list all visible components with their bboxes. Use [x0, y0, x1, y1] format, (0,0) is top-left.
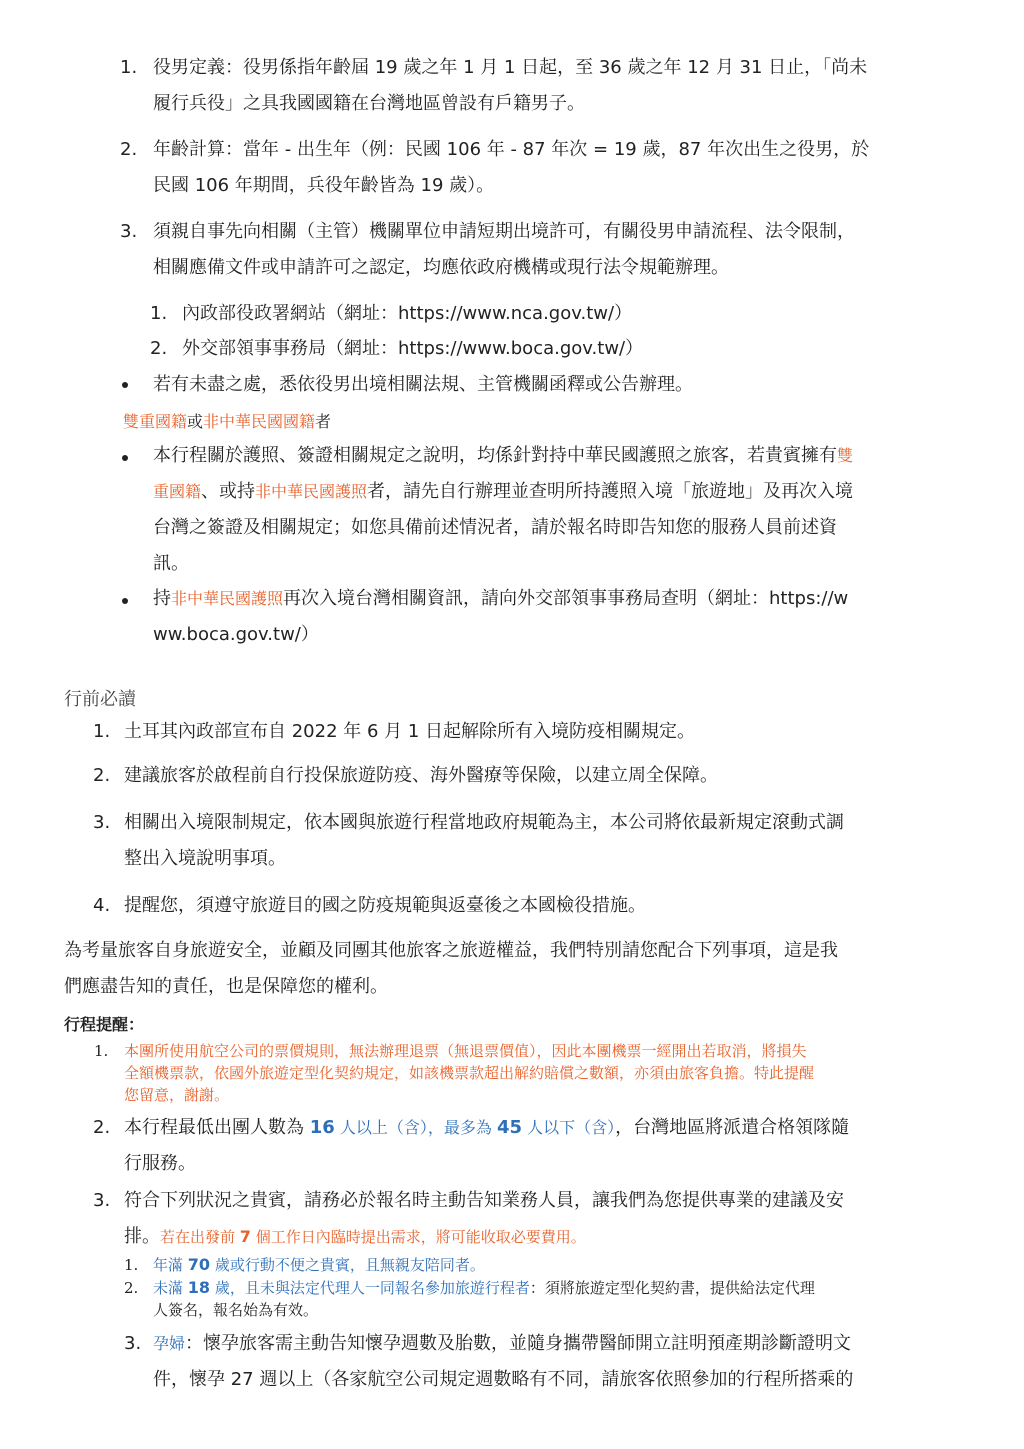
text: 本行程最低出團人數為 [124, 1117, 310, 1138]
text: 再次入境台灣相關資訊，請向外交部領事事務局查明（網址：https://w [283, 588, 849, 609]
reminder-3-line-2 [124, 1219, 586, 1255]
reminder-sub-3-line-1 [153, 1326, 851, 1362]
reminder-1-line: 本團所使用航空公司的票價規則，無法辦理退票（無退票價值），因此本團機票一經開出若取消，將損失 [124, 1042, 807, 1060]
reminder-3-line-1: 符合下列狀況之貴賓，請務必於報名時主動告知業務人員，讓我們為您提供專業的建議及安 [124, 1190, 844, 1211]
bullet-dot [122, 455, 128, 461]
text: 持 [153, 588, 171, 609]
list-number: 1. [94, 1042, 109, 1060]
dual-heading-b: 非中華民國國籍 [203, 412, 316, 431]
min-people: 16 [309, 1117, 335, 1138]
sublist-item-nca: 內政部役政署網站（網址：https://www.nca.gov.tw/） [182, 303, 633, 324]
bullet-dot [122, 382, 128, 388]
dual-heading-or: 或 [187, 412, 204, 431]
dual-bullet-1-line-4: 訊。 [153, 553, 189, 574]
reminder-1-line: 您留意，謝謝。 [124, 1086, 230, 1104]
blue-text: 未滿 [153, 1279, 188, 1297]
age-70: 70 [187, 1255, 211, 1274]
reminder-sub-2-line-1 [153, 1277, 815, 1299]
orange-text: 若在出發前 [160, 1228, 240, 1246]
orange-text: 雙 [837, 446, 854, 465]
list-number: 3. [93, 1190, 111, 1211]
text: ：須將旅遊定型化契約書，提供給法定代理 [529, 1279, 815, 1297]
list-item-text: 提醒您，須遵守旅遊目的國之防疫規範與返臺後之本國檢役措施。 [124, 895, 646, 916]
orange-text: 非中華民國護照 [255, 482, 368, 501]
text: ：懷孕旅客需主動告知懷孕週數及胎數，並隨身攜帶醫師開立註明預產期診斷證明文 [185, 1333, 852, 1354]
orange-number: 7 [239, 1227, 251, 1246]
list-item-text: 相關應備文件或申請許可之認定，均應依政府機構或現行法令規範辦理。 [153, 257, 729, 278]
dual-heading [123, 410, 331, 434]
text: ，台灣地區將派遣合格領隊隨 [615, 1117, 850, 1138]
sublist-number: 1. [150, 303, 168, 324]
dual-bullet-1-line-1 [153, 438, 853, 474]
reminder-sub-2-line-2: 人簽名，報名始為有效。 [153, 1301, 319, 1319]
orange-text: 個工作日內臨時提出需求，將可能收取必要費用。 [250, 1228, 586, 1246]
sublist-number: 3. [124, 1333, 142, 1354]
text: 者，請先自行辦理並查明所持護照入境「旅遊地」及再次入境 [367, 481, 854, 502]
blue-text: 人以上（含），最多為 [334, 1118, 497, 1137]
text: 年滿 [153, 1256, 188, 1274]
list-number: 3. [120, 221, 138, 242]
list-number: 1. [120, 57, 138, 78]
age-18: 18 [187, 1278, 211, 1297]
reminder-heading: 行程提醒： [64, 1015, 145, 1034]
list-item-text: 整出入境說明事項。 [124, 848, 286, 869]
blue-text: 孕婦 [153, 1334, 186, 1353]
list-number: 3. [93, 812, 111, 833]
list-item-text: 土耳其內政部宣布自 2022 年 6 月 1 日起解除所有入境防疫相關規定。 [124, 721, 696, 742]
list-item-text: 民國 106 年期間，兵役年齡皆為 19 歲）。 [153, 175, 495, 196]
max-people: 45 [496, 1117, 523, 1138]
pretrip-heading: 行前必讀 [64, 689, 136, 710]
dual-heading-end: 者 [315, 412, 332, 431]
text: 本行程關於護照、簽證相關規定之說明，均係針對持中華民國護照之旅客，若貴賓擁有 [153, 445, 837, 466]
dual-bullet-1-line-3: 台灣之簽證及相關規定；如您具備前述情況者，請於報名時即告知您的服務人員前述資 [153, 517, 837, 538]
list-number: 1. [93, 721, 111, 742]
list-number: 2. [93, 765, 111, 786]
list-item-text: 建議旅客於啟程前自行投保旅遊防疫、海外醫療等保險，以建立周全保障。 [124, 765, 718, 786]
notice-line: 們應盡告知的責任，也是保障您的權利。 [64, 976, 388, 997]
notice-line: 為考量旅客自身旅遊安全，並顧及同團其他旅客之旅遊權益，我們特別請您配合下列事項，這是我 [64, 940, 838, 961]
reminder-1-line: 全額機票款，依國外旅遊定型化契約規定，如該機票款超出解約賠償之數額，亦須由旅客負擔。特此提醒 [124, 1064, 815, 1082]
blue-text: 人以下（含） [522, 1118, 616, 1137]
list-number: 2. [93, 1117, 111, 1138]
blue-text: 歲，且未與法定代理人一同報名參加旅遊行程者 [210, 1279, 530, 1297]
dual-bullet-1-line-2 [153, 474, 853, 510]
list-item-text: 年齡計算：當年 - 出生年（例：民國 106 年 - 87 年次 = 19 歲，87 年次出生之役男，於 [153, 139, 870, 160]
reminder-sub-3-line-2: 件，懷孕 27 週以上（各家航空公司規定週數略有不同，請旅客依照參加的行程所搭乘的 [153, 1369, 854, 1390]
dual-heading-a: 雙重國籍 [123, 412, 188, 431]
list-number: 2. [120, 139, 138, 160]
sublist-number: 2. [124, 1279, 139, 1297]
dual-bullet-2-line-1 [153, 581, 848, 617]
text: 歲或行動不便之貴賓，且無親友陪同者。 [210, 1256, 485, 1274]
bullet-dot [122, 598, 128, 604]
orange-text: 非中華民國護照 [171, 589, 284, 608]
sublist-number: 2. [150, 338, 168, 359]
sublist-item-boca: 外交部領事事務局（網址：https://www.boca.gov.tw/） [182, 338, 644, 359]
reminder-2-line-2: 行服務。 [124, 1153, 196, 1174]
list-item-text: 相關出入境限制規定，依本國與旅遊行程當地政府規範為主，本公司將依最新規定滾動式調 [124, 812, 844, 833]
text: 排。 [124, 1226, 160, 1247]
dual-bullet-2-line-2: ww.boca.gov.tw/） [153, 624, 319, 645]
text: 、或持 [201, 481, 256, 502]
list-item-text: 履行兵役」之具我國國籍在台灣地區曾設有戶籍男子。 [153, 93, 585, 114]
list-number: 4. [93, 895, 111, 916]
orange-text: 重國籍 [153, 482, 202, 501]
list-item-text: 役男定義：役男係指年齡屆 19 歲之年 1 月 1 日起，至 36 歲之年 12 月 31 日止，「尚未 [153, 57, 868, 78]
reminder-sub-1 [153, 1254, 485, 1276]
bullet-text: 若有未盡之處，悉依役男出境相關法規、主管機關函釋或公告辦理。 [153, 374, 693, 395]
reminder-2-line-1 [124, 1110, 849, 1146]
sublist-number: 1. [124, 1256, 139, 1274]
list-item-text: 須親自事先向相關（主管）機關單位申請短期出境許可，有關役男申請流程、法令限制， [153, 221, 855, 242]
